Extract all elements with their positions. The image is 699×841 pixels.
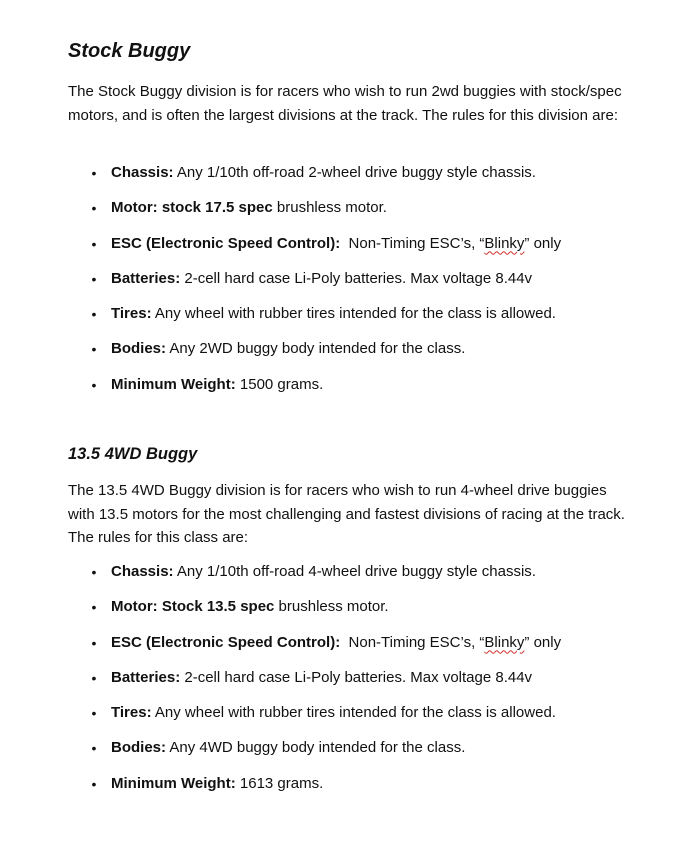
rule-value: 2-cell hard case Li-Poly batteries. Max voltage 8.44v: [180, 668, 533, 686]
bullet-icon: •: [91, 341, 97, 358]
rule-esc: [0, 234, 699, 269]
rule-label: Minimum Weight:: [111, 375, 236, 393]
rule-esc: [0, 633, 699, 668]
rule-label: Chassis:: [111, 164, 174, 181]
rule-text: [111, 163, 536, 183]
rule-chassis: [0, 562, 699, 597]
rule-value: 1500 grams.: [235, 375, 324, 393]
rule-value: Any 1/10th off-road 4-wheel drive buggy style chassis.: [173, 563, 536, 580]
rule-label: Tires:: [111, 305, 152, 323]
rule-label: ESC (Electronic Speed Control):: [111, 633, 341, 651]
spellcheck-flagged-word: Blinky: [484, 234, 525, 252]
rule-value-after: ” only: [524, 633, 562, 651]
rule-label: Motor: stock 17.5 spec: [111, 199, 273, 217]
rule-text: [111, 339, 465, 359]
rule-minimum-weight: [0, 774, 699, 809]
rule-text: [111, 668, 532, 688]
rule-value-after: ” only: [524, 234, 562, 252]
rule-label: Tires:: [111, 704, 152, 722]
rule-text: [111, 269, 532, 289]
bullet-icon: •: [91, 235, 97, 252]
bullet-icon: •: [91, 376, 97, 393]
bullet-icon: •: [91, 705, 97, 722]
rule-value: Any wheel with rubber tires intended for the class is allowed.: [151, 704, 556, 722]
bullet-icon: •: [91, 669, 97, 686]
section-intro-13-5-4wd-buggy: The 13.5 4WD Buggy division is for racers who wish to run 4-wheel drive buggies with 13.5 motors for the most challenging and fastest divisions of racing at the track. The rules for this class are:: [68, 482, 625, 546]
bullet-icon: •: [91, 634, 97, 651]
rule-motor: [0, 198, 699, 233]
rule-batteries: [0, 668, 699, 703]
rule-value: Non-Timing ESC’s, “: [340, 633, 485, 651]
rule-text: [111, 375, 323, 395]
rule-motor: [0, 597, 699, 632]
bullet-icon: •: [91, 599, 97, 616]
rule-label: Batteries:: [111, 668, 181, 686]
rule-text: [111, 198, 387, 218]
rule-value: Any wheel with rubber tires intended for the class is allowed.: [151, 305, 556, 323]
rule-text: [111, 633, 561, 653]
rule-batteries: [0, 269, 699, 304]
rule-tires: [0, 304, 699, 339]
rule-chassis: [0, 163, 699, 198]
rule-label: Batteries:: [111, 269, 181, 287]
rule-bodies: [0, 738, 699, 773]
rule-minimum-weight: [0, 375, 699, 410]
rule-value: Any 2WD buggy body intended for the class.: [166, 340, 466, 358]
rule-text: [111, 774, 323, 794]
rule-label: Motor: Stock 13.5 spec: [111, 598, 275, 616]
section-title-13-5-4wd-buggy: 13.5 4WD Buggy: [68, 445, 198, 463]
rule-value: 2-cell hard case Li-Poly batteries. Max voltage 8.44v: [180, 269, 533, 287]
bullet-icon: •: [91, 306, 97, 323]
bullet-icon: •: [91, 270, 97, 287]
rules-list-stock-buggy: [0, 163, 699, 410]
rule-value: Any 4WD buggy body intended for the class.: [166, 739, 466, 757]
rule-tires: [0, 703, 699, 738]
rule-text: [111, 562, 536, 582]
bullet-icon: •: [91, 564, 97, 580]
rule-label: Chassis:: [111, 563, 174, 580]
bullet-icon: •: [91, 775, 97, 792]
rule-bodies: [0, 339, 699, 374]
section-title-stock-buggy: Stock Buggy: [68, 40, 191, 62]
rule-text: [111, 234, 561, 254]
bullet-icon: •: [91, 740, 97, 757]
bullet-icon: •: [91, 200, 97, 217]
rule-value: Non-Timing ESC’s, “: [340, 234, 485, 252]
rule-text: [111, 304, 556, 324]
rule-value: brushless motor.: [272, 199, 387, 217]
bullet-icon: •: [91, 165, 97, 181]
rule-text: [111, 738, 465, 758]
section-intro-stock-buggy: The Stock Buggy division is for racers who wish to run 2wd buggies with stock/spec motors, and is often the largest divisions at the track. The rules for this division are:: [68, 83, 622, 124]
rule-text: [111, 597, 389, 617]
rule-label: Bodies:: [111, 739, 167, 757]
spellcheck-flagged-word: Blinky: [484, 633, 525, 651]
rule-value: 1613 grams.: [235, 774, 324, 792]
rule-text: [111, 703, 556, 723]
rules-list-13-5-4wd-buggy: [0, 562, 699, 809]
rule-label: ESC (Electronic Speed Control):: [111, 234, 341, 252]
rule-label: Minimum Weight:: [111, 774, 236, 792]
rule-value: brushless motor.: [274, 598, 389, 616]
rule-label: Bodies:: [111, 340, 167, 358]
rule-value: Any 1/10th off-road 2-wheel drive buggy style chassis.: [173, 164, 536, 181]
